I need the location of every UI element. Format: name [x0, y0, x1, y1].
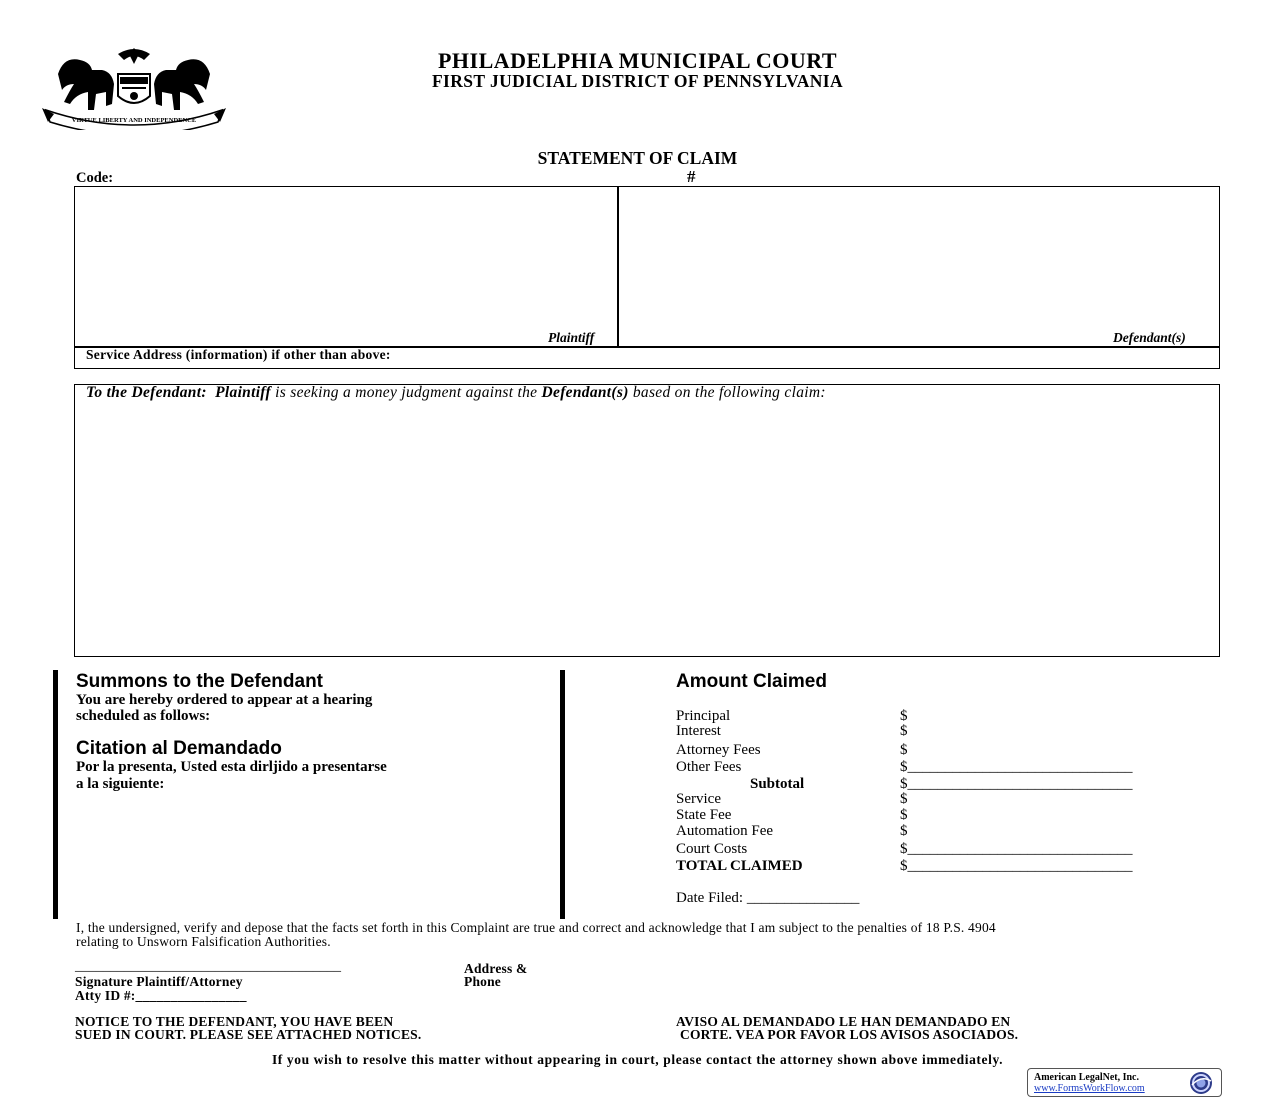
principal-field[interactable]: $ [900, 708, 908, 724]
automation-fee-field[interactable]: $ [900, 823, 908, 839]
defendant-label: Defendant(s) [1113, 330, 1186, 345]
total-claimed-field[interactable]: $______________________________ [900, 858, 1133, 874]
principal-label: Principal [676, 708, 731, 724]
notice-en-line2: SUED IN COURT. PLEASE SEE ATTACHED NOTICES. [75, 1027, 422, 1042]
attorney-fees-label: Attorney Fees [676, 742, 761, 758]
case-number-label: # [687, 167, 696, 186]
code-label: Code: [76, 170, 114, 186]
parties-divider [617, 186, 619, 347]
date-filed[interactable]: Date Filed: _______________ [676, 890, 860, 906]
globe-logo-icon [1184, 1071, 1218, 1095]
claim-based-on: based on the following claim: [628, 384, 826, 401]
to-defendant-label: To the Defendant: [86, 384, 207, 401]
verification-line1: I, the undersigned, verify and depose that the facts set forth in this Complaint are true and correct and acknowledge that I am subject to the penalties of 18 P.S. 4904 [76, 920, 996, 935]
svg-text:VIRTUE LIBERTY AND INDEPENDENC: VIRTUE LIBERTY AND INDEPENDENCE [71, 117, 197, 124]
interest-field[interactable]: $ [900, 723, 908, 739]
claim-statement [86, 384, 826, 402]
claim-plaintiff: Plaintiff [215, 384, 271, 401]
claim-seeking: is seeking a money judgment against the [270, 384, 542, 401]
service-label: Service [676, 791, 721, 807]
signature-line[interactable]: ______________________________________ [75, 959, 341, 974]
service-field[interactable]: $ [900, 791, 908, 807]
service-address-label: Service Address (information) if other than above: [86, 347, 391, 362]
phone-label: Phone [464, 974, 502, 989]
notice-es-line2: CORTE. VEA POR FAVOR LOS AVISOS ASOCIADOS. [680, 1027, 1019, 1042]
court-costs-field[interactable]: $______________________________ [900, 841, 1133, 857]
total-claimed-label: TOTAL CLAIMED [676, 858, 803, 874]
center-rule [560, 670, 565, 919]
citation-heading: Citation al Demandado [76, 738, 282, 759]
citation-line2: a la siguiente: [76, 776, 165, 792]
summons-heading: Summons to the Defendant [76, 671, 324, 692]
verification-line2: relating to Unsworn Falsification Authorities. [76, 934, 331, 949]
district-title: FIRST JUDICIAL DISTRICT OF PENNSYLVANIA [431, 71, 844, 91]
subtotal-label: Subtotal [750, 776, 805, 792]
attorney-fees-field[interactable]: $ [900, 742, 908, 758]
other-fees-label: Other Fees [676, 759, 742, 775]
notice-en-line1: NOTICE TO THE DEFENDANT, YOU HAVE BEEN [75, 1014, 394, 1029]
left-rule [53, 670, 58, 919]
other-fees-field[interactable]: $______________________________ [900, 759, 1133, 775]
address-label: Address & [464, 961, 528, 976]
summons-line1: You are hereby ordered to appear at a hearing [76, 692, 373, 708]
plaintiff-label: Plaintiff [548, 330, 595, 345]
automation-fee-label: Automation Fee [676, 823, 774, 839]
court-title: PHILADELPHIA MUNICIPAL COURT [437, 48, 838, 73]
court-costs-label: Court Costs [676, 841, 748, 857]
footer-badge [1027, 1068, 1222, 1097]
defendant-field[interactable] [620, 188, 1218, 344]
atty-id-field[interactable]: Atty ID #:________________ [75, 988, 247, 1003]
state-fee-field[interactable]: $ [900, 807, 908, 823]
resolve-notice: If you wish to resolve this matter without appearing in court, please contact the attorney shown above immediately. [271, 1052, 1004, 1067]
form-title: STATEMENT OF CLAIM [537, 148, 738, 168]
claim-box[interactable] [74, 384, 1220, 657]
claim-defendants: Defendant(s) [541, 384, 629, 401]
plaintiff-field[interactable] [76, 188, 614, 344]
footer-company: American LegalNet, Inc. [1034, 1072, 1139, 1083]
state-fee-label: State Fee [676, 807, 732, 823]
interest-label: Interest [676, 723, 721, 739]
subtotal-field[interactable]: $______________________________ [900, 776, 1133, 792]
signature-label: Signature Plaintiff/Attorney [75, 974, 243, 989]
notice-es-line1: AVISO AL DEMANDADO LE HAN DEMANDADO EN [676, 1014, 1011, 1029]
amount-heading: Amount Claimed [676, 671, 827, 692]
citation-line1: Por la presenta, Usted esta dirljido a presentarse [76, 759, 387, 775]
summons-line2: scheduled as follows: [76, 708, 211, 724]
footer-url[interactable]: www.FormsWorkFlow.com [1034, 1083, 1145, 1094]
